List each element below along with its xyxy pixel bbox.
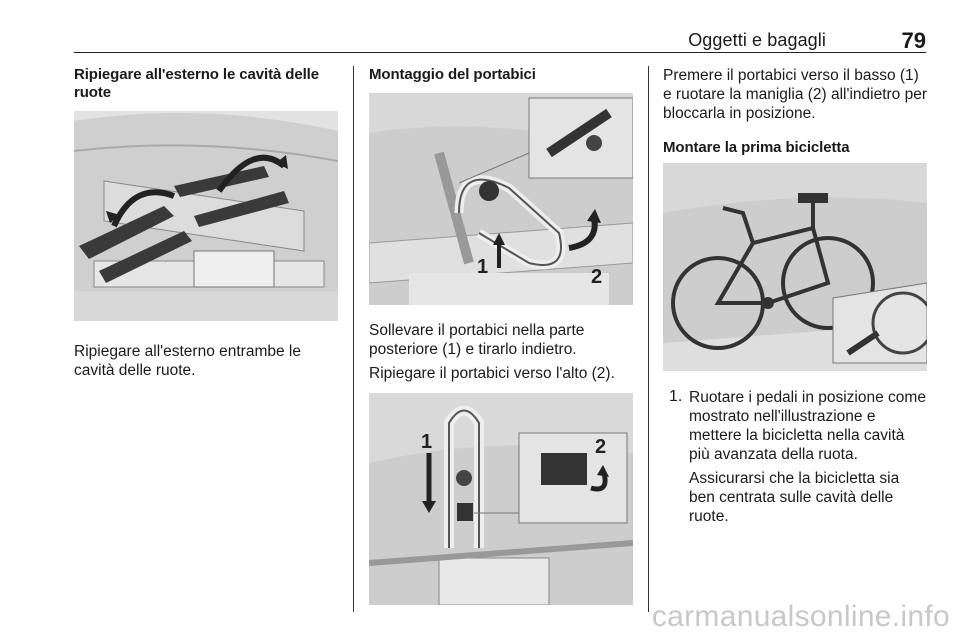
instruction-fold-out: Ripiegare all'esterno entrambe le cavità delle ruote. bbox=[74, 343, 301, 379]
instruction-lift-carrier: Sollevare il portabici nella parte posteriore (1) e tirarlo indietro. bbox=[369, 322, 585, 358]
page-number: 79 bbox=[901, 28, 926, 53]
column-divider bbox=[648, 66, 649, 612]
list-item bbox=[663, 388, 927, 526]
mounting-steps bbox=[663, 388, 927, 526]
column-divider bbox=[353, 66, 354, 612]
heading-assemble-carrier: Montaggio del portabici bbox=[369, 66, 536, 83]
column-3 bbox=[663, 66, 927, 526]
heading-mount-first-bike: Montare la prima bicicletta bbox=[663, 139, 850, 156]
step-text: Ruotare i pedali in posizione come mostrato nell'illustrazione e mettere la bicicletta nella cavità più avanzata della ruota. bbox=[689, 389, 926, 463]
illustration-lock-carrier bbox=[369, 393, 633, 605]
figure-label-2: 2 bbox=[591, 266, 603, 288]
figure-label-2: 2 bbox=[595, 436, 607, 458]
illustration-wheel-cradles bbox=[74, 111, 338, 321]
heading-fold-wheel-cradles: Ripiegare all'esterno le cavità delle ruote bbox=[74, 66, 319, 101]
watermark: carmanualsonline.info bbox=[651, 600, 950, 633]
column-2 bbox=[369, 66, 633, 605]
instruction-fold-up: Ripiegare il portabici verso l'alto (2). bbox=[369, 365, 615, 382]
instruction-push-down: Premere il portabici verso il basso (1) e ruotare la maniglia (2) all'indietro per bloccarla in posizione. bbox=[663, 67, 928, 122]
page-header bbox=[74, 28, 926, 53]
illustration-bicycle bbox=[663, 163, 927, 371]
illustration-lift-carrier bbox=[369, 93, 633, 305]
step-note: Assicurarsi che la bicicletta sia ben centrata sulle cavità delle ruote. bbox=[689, 470, 900, 525]
figure-label-1: 1 bbox=[477, 256, 489, 278]
section-title: Oggetti e bagagli bbox=[688, 30, 826, 50]
column-1 bbox=[74, 66, 338, 380]
step-number: 1. bbox=[669, 388, 683, 405]
figure-label-1: 1 bbox=[421, 431, 433, 453]
